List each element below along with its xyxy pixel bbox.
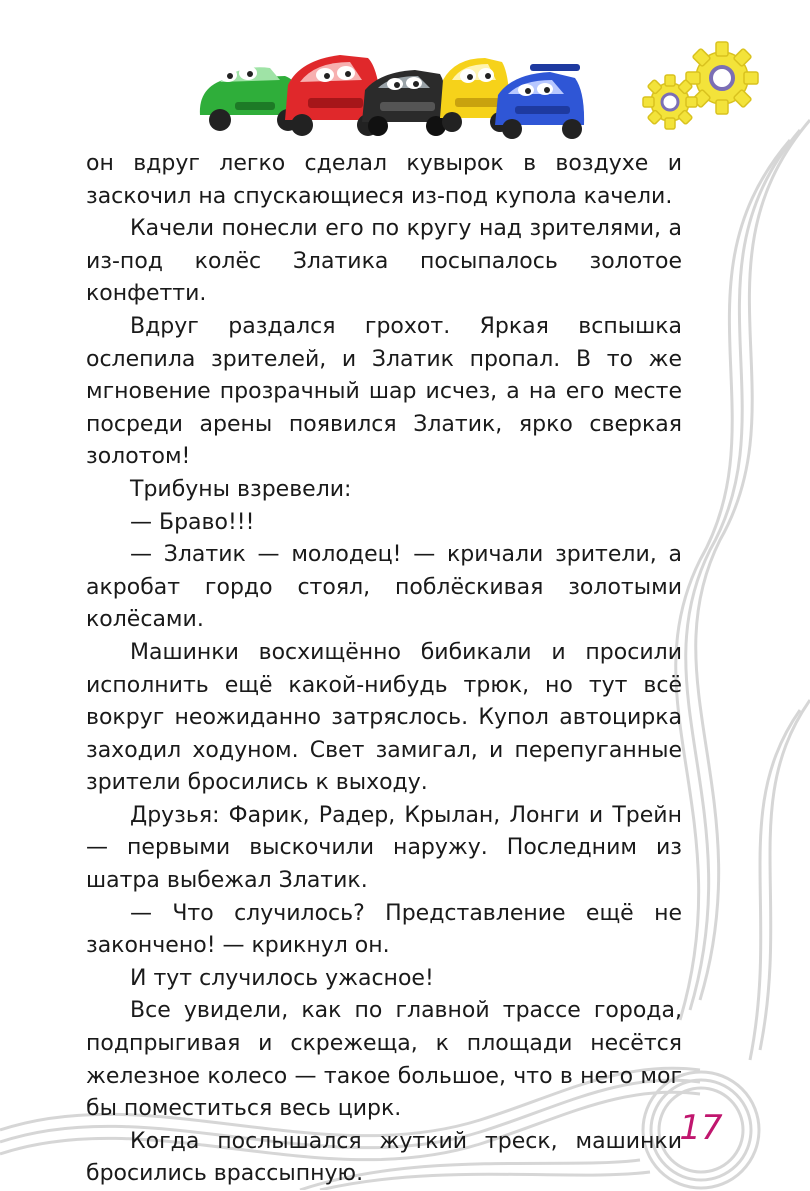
paragraph: Когда послышался жуткий треск, машинки бросились врассыпную.	[86, 1128, 682, 1187]
gears-icon	[640, 38, 765, 138]
blue-car	[495, 64, 584, 139]
paragraph: Машинки восхищённо бибикали и просили исполнить ещё какой-нибудь трюк, но тут всё вокруг неожиданно затряслось. Купол автоцирка заходил ходуном. Свет замигал, и перепуганные зрители бросились к выходу.	[86, 639, 682, 796]
paragraph: Все увидели, как по главной трассе города, подпрыгивая и скрежеща, к площади несётся железное колесо — такое большое, что в него мог бы поместиться весь цирк.	[86, 998, 682, 1122]
paragraph: Друзья: Фарик, Радер, Крылан, Лонги и Трейн — первыми выскочили наружу. Последним из шатра выбежал Златик.	[86, 802, 682, 894]
paragraph: — Браво!!!	[130, 509, 255, 535]
paragraph: он вдруг легко сделал кувырок в воздухе и заскочил на спускающиеся из-под купола качели.	[86, 151, 682, 209]
paragraph: — Что случилось? Представление ещё не закончено! — крикнул он.	[86, 900, 682, 959]
paragraph: И тут случилось ужасное!	[130, 965, 434, 991]
cartoon-cars-illustration	[190, 40, 590, 140]
paragraph: Качели понесли его по кругу над зрителями, а из-под колёс Златика посыпалось золотое конфетти.	[86, 216, 682, 307]
page-number: 17	[679, 1108, 723, 1148]
paragraph: Трибуны взревели:	[130, 476, 352, 502]
story-text	[86, 148, 682, 1191]
paragraph: — Златик — молодец! — кричали зрители, а акробат гордо стоял, поблёскивая золотыми колёсами.	[86, 542, 682, 633]
paragraph: Вдруг раздался грохот. Яркая вспышка ослепила зрителей, и Златик пропал. В то же мгновение прозрачный шар исчез, а на его месте посреди арены появился Златик, ярко сверкая золотом!	[86, 313, 682, 470]
